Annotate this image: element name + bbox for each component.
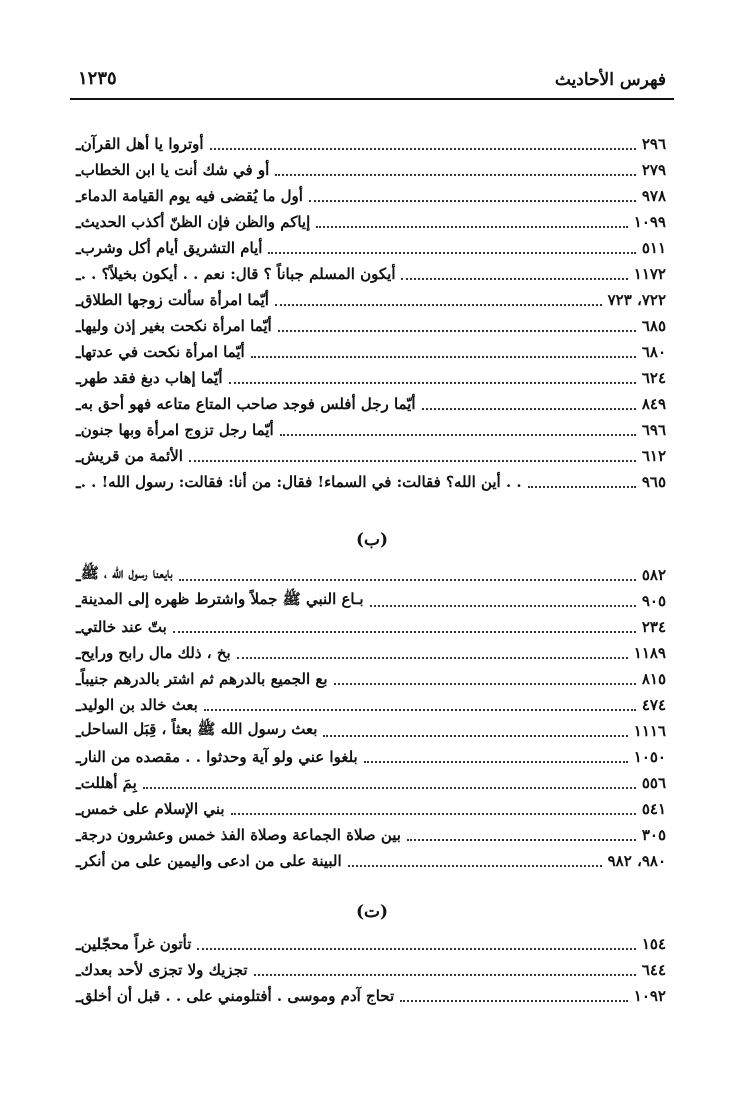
- entry-dash: ـ: [76, 617, 81, 637]
- page-reference: ٢٧٩: [641, 161, 666, 179]
- index-entry: [70, 848, 666, 874]
- dot-leader: [334, 683, 636, 685]
- entry-dash: ـ: [76, 238, 81, 258]
- dot-leader: [364, 761, 628, 763]
- hadith-text: أيّما رجل أفلس فوجد صاحب المتاع متاعه فهو أحق به: [80, 395, 416, 413]
- entry-dash: ـ: [76, 799, 81, 819]
- page-reference: ٥٥٦: [641, 774, 666, 792]
- hadith-text: أيام التشريق أيام أكل وشرب: [80, 239, 263, 257]
- hadith-text: أيّما رجل تزوج امرأة وبها جنون: [80, 421, 274, 439]
- hadith-text: أو في شك أنت يا ابن الخطاب: [80, 161, 270, 179]
- page-reference: ٢٣٤: [641, 618, 666, 636]
- page-reference: ٦٨٥: [641, 317, 666, 335]
- index-entry: [70, 562, 666, 588]
- index-entry: [70, 614, 666, 640]
- entry-dash: ـ: [76, 721, 81, 741]
- page-reference: ١٠٥٠: [633, 748, 666, 766]
- hadith-text: إياكم والظن فإن الظنّ أكذب الحديث: [80, 213, 311, 231]
- dot-leader: [401, 278, 627, 280]
- dot-leader: [197, 948, 635, 950]
- page-reference: ٦٨٠: [641, 343, 666, 361]
- hadith-text: أيّما إهاب دبغ فقد طهر: [80, 369, 223, 387]
- hadith-text: أيكون المسلم جباناً ؟ قال: نعم . . أيكون بخيلاً؟ . .: [80, 265, 396, 283]
- entry-dash: ـ: [76, 934, 81, 954]
- dot-leader: [407, 839, 636, 841]
- index-entry: [70, 666, 666, 692]
- page-reference: ١٥٤: [641, 935, 666, 953]
- index-entry: [70, 287, 666, 313]
- index-entry: [70, 131, 666, 157]
- hadith-text: بعث خالد بن الوليد: [80, 696, 198, 714]
- dot-leader: [251, 356, 636, 358]
- dot-leader: [179, 579, 636, 581]
- dot-leader: [323, 735, 627, 737]
- dot-leader: [370, 605, 636, 607]
- index-entry: [70, 588, 666, 614]
- entry-dash: ـ: [76, 316, 81, 336]
- index-entry: [70, 822, 666, 848]
- page-reference: ٦١٢: [641, 447, 666, 465]
- entry-dash: ـ: [76, 394, 81, 414]
- page-reference: ٦٤٤: [641, 961, 666, 979]
- entry-dash: ـ: [76, 134, 81, 154]
- index-entry: [70, 235, 666, 261]
- entry-dash: ـ: [76, 695, 81, 715]
- page-reference: ٣٠٥: [641, 826, 666, 844]
- hadith-text: أيّما امرأة نكحت في عدتها: [80, 343, 245, 361]
- hadith-text: البينة على من ادعى واليمين على من أنكر: [80, 852, 342, 870]
- dot-leader: [528, 486, 636, 488]
- hadith-text: أيّما امرأة سألت زوجها الطلاق: [80, 291, 269, 309]
- entry-dash: ـ: [76, 565, 81, 585]
- running-title: فهرس الأحاديث: [554, 70, 666, 90]
- index-entry: [70, 339, 666, 365]
- index-entry: [70, 157, 666, 183]
- dot-leader: [254, 974, 636, 976]
- dot-leader: [189, 460, 636, 462]
- entry-dash: ـ: [76, 643, 81, 663]
- page-reference: ١٠٩٩: [633, 213, 666, 231]
- hadith-text: بني الإسلام على خمس: [80, 800, 225, 818]
- page-reference: ١١٨٩: [633, 644, 666, 662]
- dot-leader: [400, 1000, 628, 1002]
- section-heading-ba: (ب): [355, 530, 389, 550]
- entry-dash: ـ: [76, 212, 81, 232]
- hadith-text: أيّما امرأة نكحت بغير إذن وليها: [80, 317, 272, 335]
- index-entry: [70, 640, 666, 666]
- entry-dash: ـ: [76, 290, 81, 310]
- entry-dash: ـ: [76, 186, 81, 206]
- hadith-text: بين صلاة الجماعة وصلاة الفذ خمس وعشرون درجة: [80, 826, 401, 844]
- dot-leader: [237, 657, 628, 659]
- hadith-text: أوتروا يا أهل القرآن: [80, 135, 204, 153]
- index-entry: [70, 443, 666, 469]
- entry-dash: ـ: [76, 420, 81, 440]
- index-entry: [70, 983, 666, 1009]
- hadith-text: . . أين الله؟ فقالت: في السماء! فقال: من أنا: فقالت: رسول الله! . .: [80, 473, 522, 491]
- page-reference: ٦٢٤: [641, 369, 666, 387]
- entry-dash: ـ: [76, 264, 81, 284]
- entry-dash: ـ: [76, 342, 81, 362]
- page-header: [70, 62, 674, 100]
- index-entry: [70, 417, 666, 443]
- index-entry: [70, 796, 666, 822]
- entry-dash: ـ: [76, 986, 81, 1006]
- hadith-text: تأتون غراً محجّلين: [80, 935, 192, 953]
- page-reference: ٩٦٥: [641, 473, 666, 491]
- page-reference: ٨٤٩: [641, 395, 666, 413]
- page-reference: ١١١٦: [633, 722, 666, 740]
- entry-dash: ـ: [76, 747, 81, 767]
- dot-leader: [316, 226, 628, 228]
- entry-dash: ـ: [76, 591, 81, 611]
- entry-dash: ـ: [76, 160, 81, 180]
- hadith-text: بخ ، ذلك مال رابح ورايح: [80, 644, 231, 662]
- dot-leader: [280, 434, 636, 436]
- page-reference: ١٠٩٢: [633, 987, 666, 1005]
- entry-dash: ـ: [76, 669, 81, 689]
- page-reference: ٩٨٠، ٩٨٢: [607, 852, 666, 870]
- page-reference: ٩٠٥: [641, 592, 666, 610]
- dot-leader: [278, 330, 636, 332]
- index-entry: [70, 718, 666, 744]
- hadith-text: بتّ عند خالتي: [80, 618, 167, 636]
- index-entry: [70, 313, 666, 339]
- page-reference: ٥٨٢: [641, 566, 666, 584]
- hadith-text: بِمَ أهللت: [80, 774, 137, 792]
- page-reference: ٨١٥: [641, 670, 666, 688]
- dot-leader: [204, 709, 636, 711]
- dot-leader: [275, 174, 636, 176]
- dot-leader: [231, 813, 636, 815]
- page-reference: ٢٩٦: [641, 135, 666, 153]
- hadith-text: بع الجميع بالدرهم ثم اشتر بالدرهم جنيباً: [80, 670, 328, 688]
- hadith-text: تحاج آدم وموسى . أفتلومني على . . قبل أن أخلق: [80, 987, 395, 1005]
- index-entry: [70, 183, 666, 209]
- index-entry: [70, 365, 666, 391]
- page-reference: ٧٢٢، ٧٢٣: [607, 291, 666, 309]
- dot-leader: [348, 865, 602, 867]
- entry-dash: ـ: [76, 825, 81, 845]
- page-number: ١٢٣٥: [78, 68, 117, 89]
- entry-dash: ـ: [76, 851, 81, 871]
- dot-leader: [143, 787, 636, 789]
- index-entry: [70, 391, 666, 417]
- dot-leader: [229, 382, 636, 384]
- entry-dash: ـ: [76, 472, 81, 492]
- index-section-alif: [70, 131, 666, 495]
- index-entry: [70, 770, 666, 796]
- hadith-text: بلغوا عني ولو آية وحدثوا . . مقصده من النار: [80, 748, 358, 766]
- entry-dash: ـ: [76, 773, 81, 793]
- index-entry: [70, 744, 666, 770]
- hadith-text: بعث رسول الله ﷺ بعثاً ، قِبَل الساحل: [80, 720, 318, 738]
- index-entry: [70, 469, 666, 495]
- index-entry: [70, 261, 666, 287]
- page-reference: ٦٩٦: [641, 421, 666, 439]
- dot-leader: [268, 252, 635, 254]
- entry-dash: ـ: [76, 960, 81, 980]
- page-reference: ٥٤١: [641, 800, 666, 818]
- page-reference: ٥١١: [641, 239, 666, 257]
- page-reference: ٩٧٨: [641, 187, 666, 205]
- hadith-text: بـاع النبي ﷺ جملاً واشترط ظهره إلى المدينة: [80, 590, 364, 608]
- index-section-ba: [70, 562, 666, 874]
- index-entry: [70, 931, 666, 957]
- hadith-text: تجزيك ولا تجزى لأحد بعدك: [80, 961, 248, 979]
- dot-leader: [422, 408, 636, 410]
- section-heading-ta: (ت): [355, 902, 389, 922]
- page-reference: ٤٧٤: [641, 696, 666, 714]
- index-entry: [70, 957, 666, 983]
- index-entry: [70, 692, 666, 718]
- page-reference: ١١٧٢: [633, 265, 666, 283]
- dot-leader: [309, 200, 636, 202]
- entry-dash: ـ: [76, 368, 81, 388]
- hadith-text: الأئمة من قريش: [80, 447, 183, 465]
- dot-leader: [210, 148, 636, 150]
- hadith-text: بايعنا رسول الله ، ﷺ: [80, 564, 173, 582]
- dot-leader: [275, 304, 602, 306]
- index-entry: [70, 209, 666, 235]
- hadith-text: أول ما يُقضى فيه يوم القيامة الدماء: [80, 187, 303, 205]
- dot-leader: [173, 631, 636, 633]
- index-section-ta: [70, 931, 666, 1009]
- entry-dash: ـ: [76, 446, 81, 466]
